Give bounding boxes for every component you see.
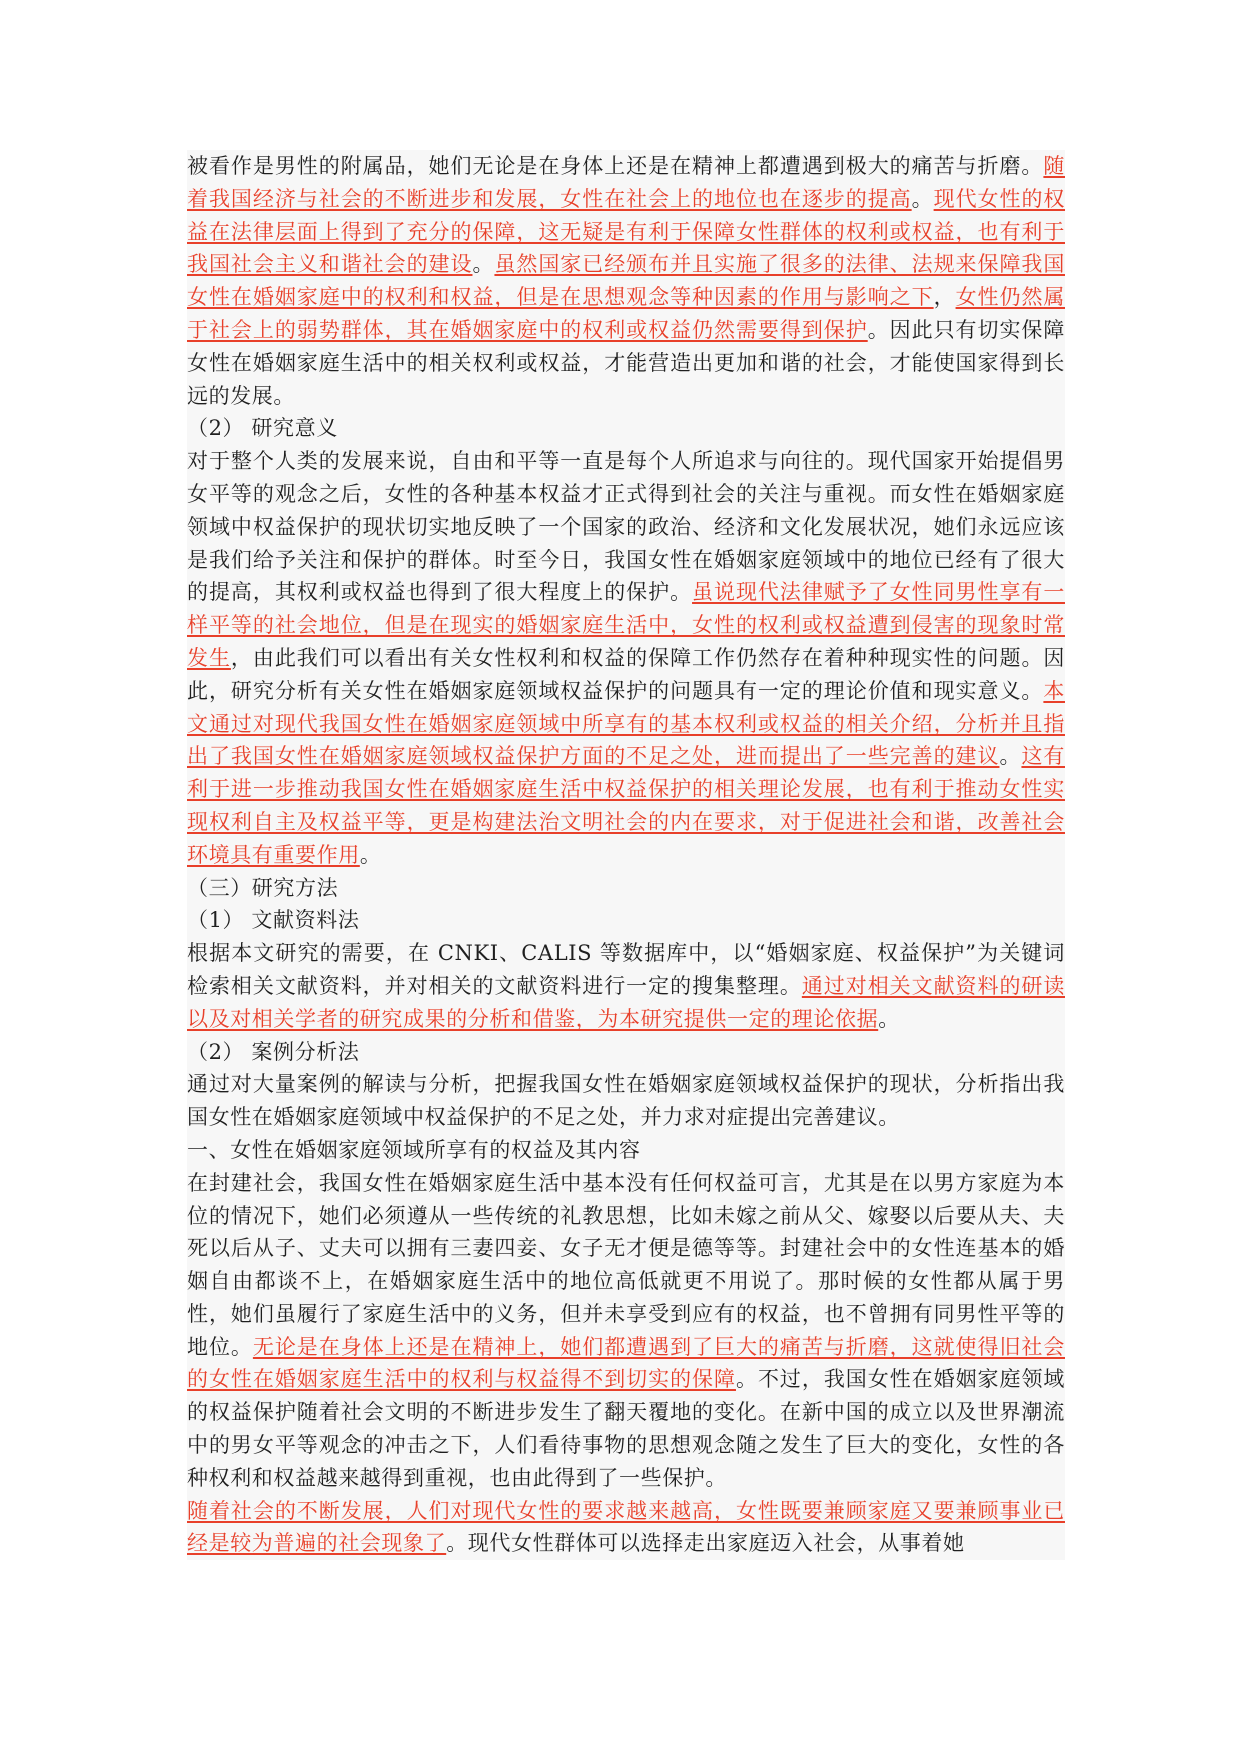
paragraph-background [187, 150, 1065, 412]
highlighted-text: 无论是在身体上还是在精神上，她们都遭遇到了巨大的痛苦与折磨，这就使得旧社会的女性在婚姻家庭生活中的权利与权益得不到切实的保障 [187, 1334, 1065, 1392]
body-text: 。不过，我国女性在婚姻家庭领域的权益保护随着社会文明的不断进步发生了翻天覆地的变化。在新中国的成立以及世界潮流中的男女平等观念的冲击之下，人们看待事物的思想观念随之发生了巨大的变化，女性的各种权利和权益越来越得到重视，也由此得到了一些保护。 [187, 1367, 1066, 1490]
document-page [187, 150, 1065, 1560]
body-text: 对于整个人类的发展来说，自由和平等一直是每个人所追求与向往的。现代国家开始提倡男女平等的观念之后，女性的各种基本权益才正式得到社会的关注与重视。而女性在婚姻家庭领域中权益保护的现状切实地反映了一个国家的政治、经济和文化发展状况，她们永远应该是我们给予关注和保护的群体。时至今日，我国女性在婚姻家庭领域中的地位已经有了很大的提高，其权利或权益也得到了很大程度上的保护。 [187, 449, 1065, 605]
body-text: （2） 案例分析法 [187, 1039, 360, 1064]
highlighted-text: 本文通过对现代我国女性在婚姻家庭领域中所享有的基本权利或权益的相关介绍，分析并且指出了我国女性在婚姻家庭领域权益保护方面的不足之处，进而提出了一些完善的建议 [187, 678, 1065, 769]
body-text: ，由此我们可以看出有关女性权利和权益的保障工作仍然存在着种种现实性的问题。因此，研究分析有关女性在婚姻家庭领域权益保护的问题具有一定的理论价值和现实意义。 [187, 645, 1066, 703]
highlighted-text: 虽说现代法律赋予了女性同男性享有一样平等的社会地位，但是在现实的婚姻家庭生活中，女性的权利或权益遭到侵害的现象时常发生 [187, 580, 1065, 670]
body-text: 根据本文研究的需要，在 CNKI、CALIS 等数据库中，以“婚姻家庭、权益保护”为关键词检索相关文献资料，并对相关的文献资料进行一定的搜集整理。 [187, 941, 1065, 998]
highlighted-text: 随着我国经济与社会的不断进步和发展，女性在社会上的地位也在逐步的提高 [187, 154, 1065, 211]
body-text: 通过对大量案例的解读与分析，把握我国女性在婚姻家庭领域权益保护的现状，分析指出我国女性在婚姻家庭领域中权益保护的不足之处，并力求对症提出完善建议。 [187, 1072, 1065, 1130]
section-heading-research-methods [187, 872, 1065, 905]
paragraph-case-analysis [187, 1068, 1065, 1134]
body-text: （1） 文献资料法 [187, 908, 360, 933]
highlighted-text: 随着社会的不断发展，人们对现代女性的要求越来越高，女性既要兼顾家庭又要兼顾事业已经是较为普遍的社会现象了 [187, 1498, 1065, 1556]
highlighted-text: 通过对相关文献资料的研读以及对相关学者的研究成果的分析和借鉴，为本研究提供一定的理论依据 [187, 973, 1065, 1031]
chapter-heading-rights [187, 1134, 1065, 1167]
section-heading-research-significance [187, 412, 1065, 445]
highlighted-text: 女性仍然属于社会上的弱势群体，其在婚姻家庭中的权利或权益仍然需要得到保护 [187, 285, 1065, 342]
body-text: 在封建社会，我国女性在婚姻家庭生活中基本没有任何权益可言，尤其是在以男方家庭为本位的情况下，她们必须遵从一些传统的礼教思想，比如未嫁之前从父、嫁娶以后要从夫、夫死以后从子、丈夫可以拥有三妻四妾、女子无才便是德等等。封建社会中的女性连基本的婚姻自由都谈不上，在婚姻家庭生活中的地位高低就更不用说了。那时候的女性都从属于男性，她们虽履行了家庭生活中的义务，但并未享受到应有的权益，也不曾拥有同男性平等的地位。 [187, 1170, 1065, 1359]
paragraph-literature-method [187, 937, 1065, 1035]
body-text: 。 [999, 744, 1022, 769]
highlighted-text: 这有利于进一步推动我国女性在婚姻家庭生活中权益保护的相关理论发展，也有利于推动女性实现权利自主及权益平等，更是构建法治文明社会的内在要求，对于促进社会和谐，改善社会环境具有重要作用 [187, 744, 1065, 867]
body-text: 一、女性在婚姻家庭领域所享有的权益及其内容 [187, 1137, 641, 1162]
body-text: 被看作是男性的附属品，她们无论是在身体上还是在精神上都遭遇到极大的痛苦与折磨。 [187, 154, 1044, 178]
paragraph-research-significance [187, 445, 1065, 871]
body-text: 。 [911, 186, 934, 211]
paragraph-modern-women [187, 1495, 1065, 1561]
body-text: 。 [878, 1006, 900, 1031]
subheading-case-analysis [187, 1036, 1065, 1069]
paragraph-feudal-society [187, 1167, 1065, 1495]
body-text: （三）研究方法 [187, 875, 339, 900]
body-text: 。 [472, 252, 495, 277]
body-text: 。 [359, 842, 382, 867]
highlighted-text: 虽然国家已经颁布并且实施了很多的法律、法规来保障我国女性在婚姻家庭中的权利和权益，但是在思想观念等种因素的作用与影响之下 [187, 252, 1065, 310]
body-text: 。现代女性群体可以选择走出家庭迈入社会，从事着她 [446, 1531, 965, 1556]
body-text: （2） 研究意义 [187, 416, 338, 441]
body-text: 。因此只有切实保障女性在婚姻家庭生活中的相关权利或权益，才能营造出更加和谐的社会，才能使国家得到长远的发展。 [187, 317, 1065, 408]
body-text: ， [933, 285, 956, 310]
highlighted-text: 现代女性的权益在法律层面上得到了充分的保障，这无疑是有利于保障女性群体的权利或权益，也有利于我国社会主义和谐社会的建设 [187, 186, 1066, 277]
subheading-literature-method [187, 904, 1065, 937]
